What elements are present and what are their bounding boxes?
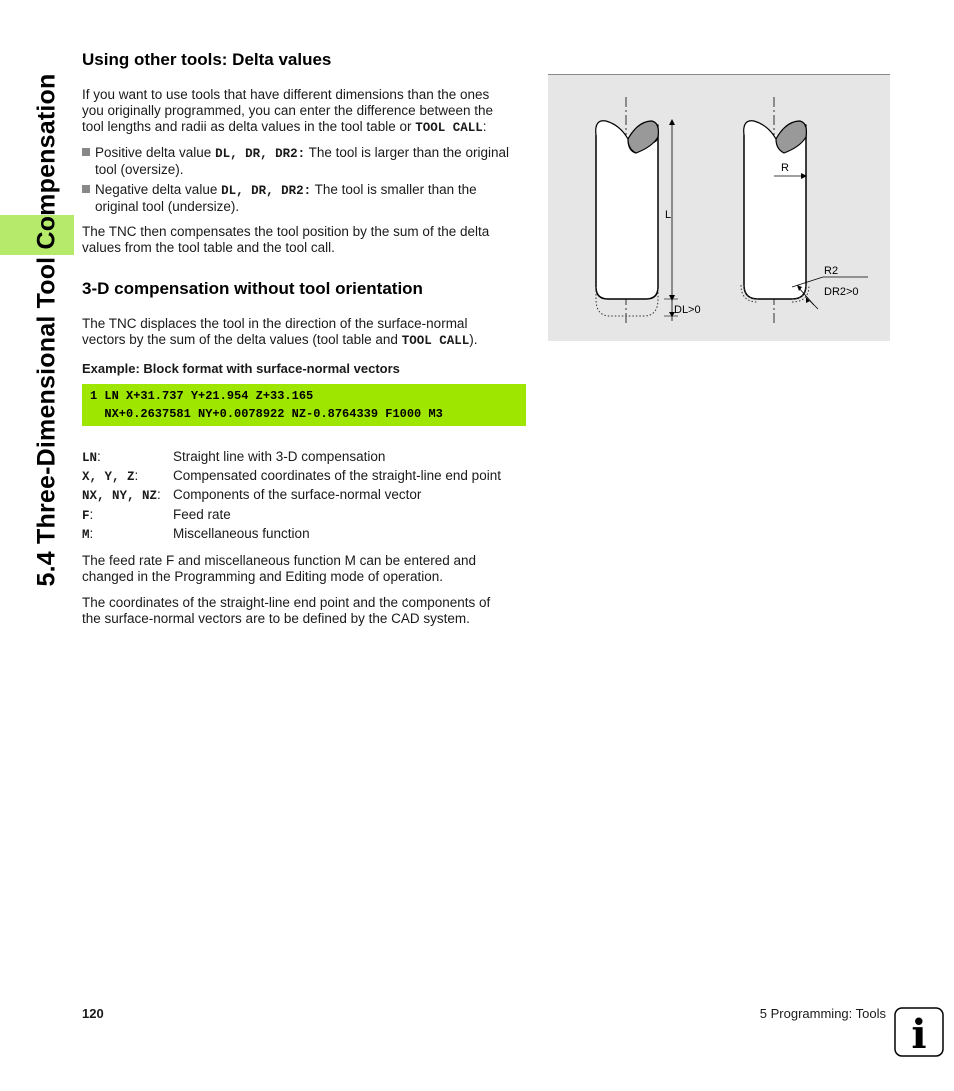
intro-line-2: you originally programmed, you can enter the difference between the [82, 103, 493, 118]
tool-delta-figure [548, 74, 890, 341]
page-number: 120 [82, 1006, 104, 1021]
chapter-footer: 5 Programming: Tools [759, 1006, 886, 1021]
bullet-square-icon [82, 185, 90, 193]
intro-line-1: If you want to use tools that have different dimensions than the ones [82, 87, 490, 102]
code-line-1: 1 LN X+31.737 Y+21.954 Z+33.165 [90, 389, 314, 403]
side-chapter-title-text: 5.4 Three-Dimensional Tool Compensation [32, 73, 61, 587]
tool-2-body [744, 135, 806, 299]
bullet-negative-delta: Negative delta value DL, DR, DR2: The tool is smaller than the original tool (undersize). [82, 182, 532, 215]
displacement-code: TOOL CALL [401, 334, 470, 348]
intro-code: TOOL CALL [415, 121, 483, 135]
info-icon [894, 1007, 944, 1057]
label-r: R [781, 162, 789, 174]
bullet-code: DL, DR, DR2: [221, 184, 312, 198]
bullet-positive-delta: Positive delta value DL, DR, DR2: The tool is larger than the original tool (oversize). [82, 145, 532, 178]
feed-rate-paragraph: The feed rate F and miscellaneous function M can be entered and changed in the Programming and Editing mode of operation. [82, 553, 476, 584]
compensation-paragraph: The TNC then compensates the tool position by the sum of the delta values from the tool table and the tool call. [82, 224, 490, 255]
code-line-2: NX+0.2637581 NY+0.0078922 NZ-0.8764339 F1000 M3 [90, 407, 443, 421]
cad-paragraph: The coordinates of the straight-line end point and the components of the surface-normal vectors are to be defined by the CAD system. [82, 595, 491, 626]
intro-paragraph [82, 87, 532, 136]
tool-diagram [548, 75, 890, 341]
label-dr2: DR2>0 [824, 286, 859, 298]
svg-text:i: i [911, 1011, 927, 1057]
definition-list: LN: Straight line with 3-D compensation X, Y, Z: Compensated coordinates of the straight-line end point NX, NY, NZ: Components of the surface-normal vector F: Feed rate M: Miscellaneous function [82, 449, 501, 542]
tool-1-body [596, 135, 658, 299]
label-r2: R2 [824, 265, 839, 277]
label-l: L [665, 209, 672, 221]
bullet-code: DL, DR, DR2: [215, 147, 306, 161]
section-heading-delta-values: Using other tools: Delta values [82, 50, 332, 69]
code-block [82, 384, 526, 426]
example-title: Example: Block format with surface-normal vectors [82, 361, 400, 376]
displacement-paragraph: The TNC displaces the tool in the direction of the surface-normal vectors by the sum of the delta values (tool table and TOOL CALL). [82, 316, 478, 348]
bullet-square-icon [82, 148, 90, 156]
label-dl: DL>0 [674, 304, 701, 316]
intro-line-3: tool lengths and radii as delta values in the tool table or [82, 119, 416, 134]
section-heading-3d-compensation: 3-D compensation without tool orientation [82, 279, 423, 298]
side-chapter-title [18, 0, 76, 1091]
intro-end: : [482, 119, 487, 134]
